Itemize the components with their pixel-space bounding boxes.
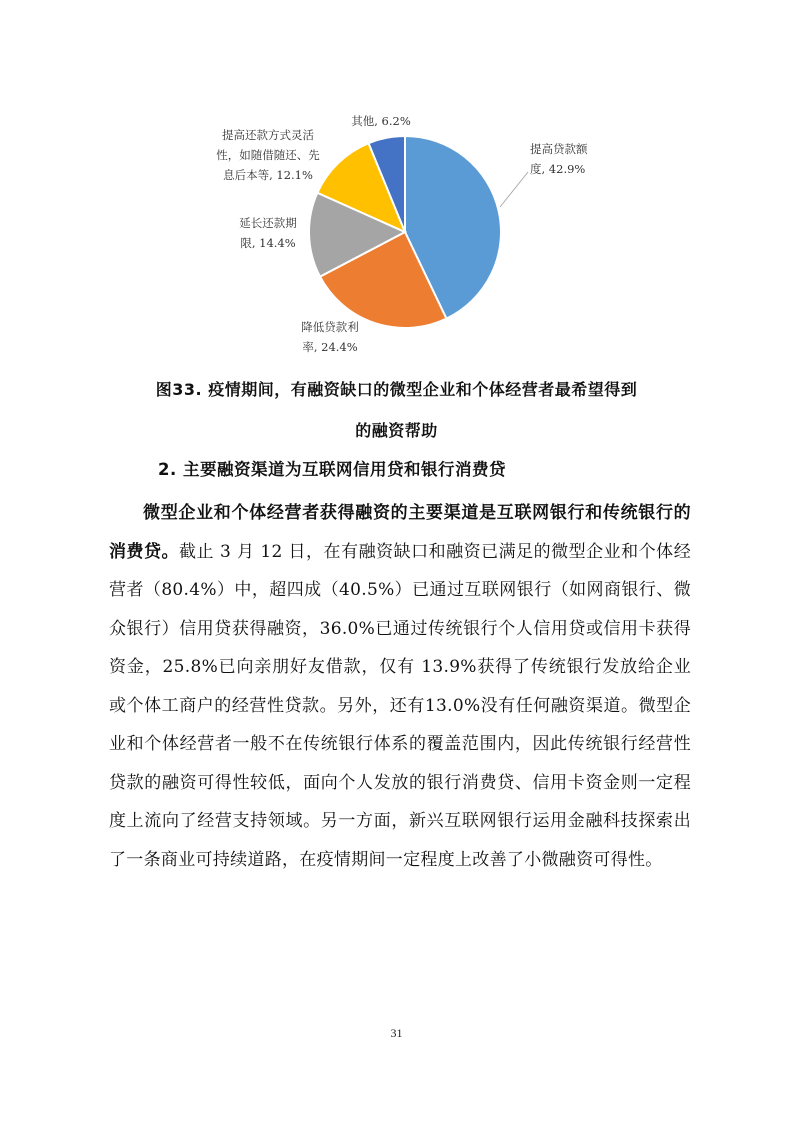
leader-line: [500, 172, 528, 207]
paragraph-text: 截止 3 月 12 日，在有融资缺口和融资已满足的微型企业和个体经营者（80.4%）中，超四成（40.5%）已通过互联网银行（如网商银行、微众银行）信用贷获得融资，36.0%已通过传统银行个人信用贷或信用卡获得资金，25.8%已向亲朋好友借款，仅有 13.9%获得了传统银行发放给企业或个体工商户的经营性贷款。另外，还有13.0%没有任何融资渠道。微型企业和个体经营者一般不在传统银行体系的覆盖范围内，因此传统银行经营性贷款的融资可得性较低，面向个人发放的银行消费贷、信用卡资金则一定程度上流向了经营支持领域。另一方面，新兴互联网银行运用金融科技探索出了一条商业可持续道路，在疫情期间一定程度上改善了小微融资可得性。: [109, 541, 691, 870]
pie-slice-label: [351, 114, 411, 128]
section-heading: 2. 主要融资渠道为互联网信用贷和银行消费贷: [158, 460, 506, 479]
pie-slice-label: [216, 128, 320, 182]
pie-slice-label-line: 限, 14.4%: [240, 236, 296, 250]
figure-caption-line-2: 的融资帮助: [355, 421, 438, 440]
pie-chart: [0, 0, 793, 360]
pie-slices: [309, 136, 501, 328]
pie-slice-label-line: 延长还款期: [239, 216, 297, 230]
pie-slice-label-line: 提高还款方式灵活: [222, 128, 314, 142]
pie-slice-label-line: 其他, 6.2%: [351, 114, 411, 128]
paragraph-lead: 微型企业和个体经营者获得融资的主要渠道是互联网银行和传统银行的消费贷。: [109, 503, 691, 562]
leader-lines: [500, 172, 528, 207]
pie-slice-label-line: 息后本等, 12.1%: [223, 168, 313, 182]
pie-slice-label-line: 性，如随借随还、先: [216, 148, 320, 162]
pie-slice-label: [530, 142, 588, 176]
pie-slice-label-line: 率, 24.4%: [302, 340, 358, 354]
figure-caption-line-1: 图33. 疫情期间，有融资缺口的微型企业和个体经营者最希望得到: [155, 380, 638, 399]
page-number: 31: [390, 1026, 403, 1040]
pie-slice-label: [301, 320, 359, 354]
pie-slice-label: [239, 216, 297, 250]
body-paragraph: [109, 494, 691, 879]
pie-slice-label-line: 降低贷款利: [301, 320, 359, 334]
pie-slice-label-line: 提高贷款额: [530, 142, 588, 156]
pie-slice-label-line: 度, 42.9%: [530, 162, 586, 176]
